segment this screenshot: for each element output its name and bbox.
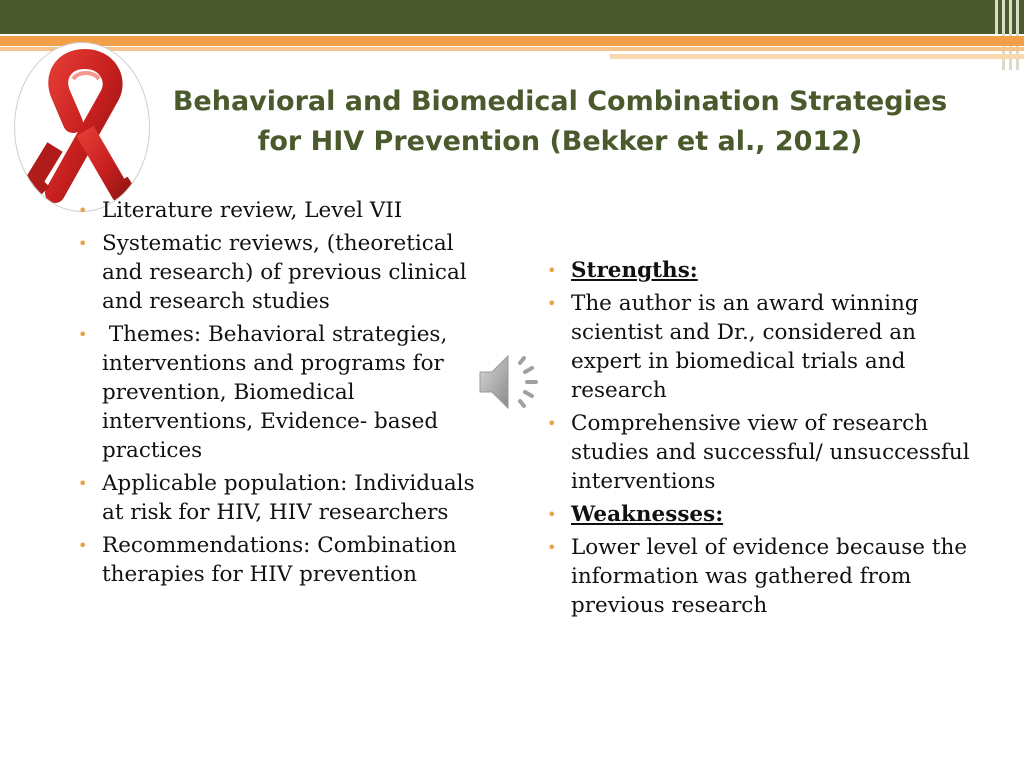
weaknesses-heading: Weaknesses: [571, 502, 724, 527]
list-item: • Systematic reviews, (theoretical and research) of previous clinical and research studies [74, 229, 494, 316]
strengths-heading-item [543, 256, 973, 285]
title-line-2: for HIV Prevention (Bekker et al., 2012) [257, 126, 863, 157]
top-bar-lines [990, 0, 1024, 70]
list-item: • Applicable population: Individuals at risk for HIV, HIV researchers [74, 469, 494, 527]
slide-title [150, 82, 970, 162]
top-bar [0, 0, 1024, 34]
title-line-1: Behavioral and Biomedical Combination Strategies [172, 86, 948, 117]
right-bullet-list [543, 256, 973, 624]
light-orange-stripe [0, 47, 1024, 51]
pale-orange-stripe [610, 54, 1024, 59]
list-item: • Recommendations: Combination therapies for HIV prevention [74, 531, 494, 589]
ribbon-image [14, 42, 150, 212]
list-item: • Comprehensive view of research studies and successful/ unsuccessful interventions [543, 409, 973, 496]
list-item: • Literature review, Level VII [74, 196, 494, 225]
speaker-icon[interactable] [474, 347, 550, 417]
weaknesses-heading-item [543, 500, 973, 529]
list-item: • Lower level of evidence because the information was gathered from previous research [543, 533, 973, 620]
orange-stripe [0, 36, 1024, 46]
list-item: • Themes: Behavioral strategies, interventions and programs for prevention, Biomedical interventions, Evidence- based practices [74, 320, 494, 465]
red-awareness-ribbon-icon [15, 43, 149, 211]
left-bullet-list [74, 196, 494, 593]
list-item: • The author is an award winning scientist and Dr., considered an expert in biomedical trials and research [543, 289, 973, 405]
strengths-heading: Strengths: [571, 258, 698, 283]
